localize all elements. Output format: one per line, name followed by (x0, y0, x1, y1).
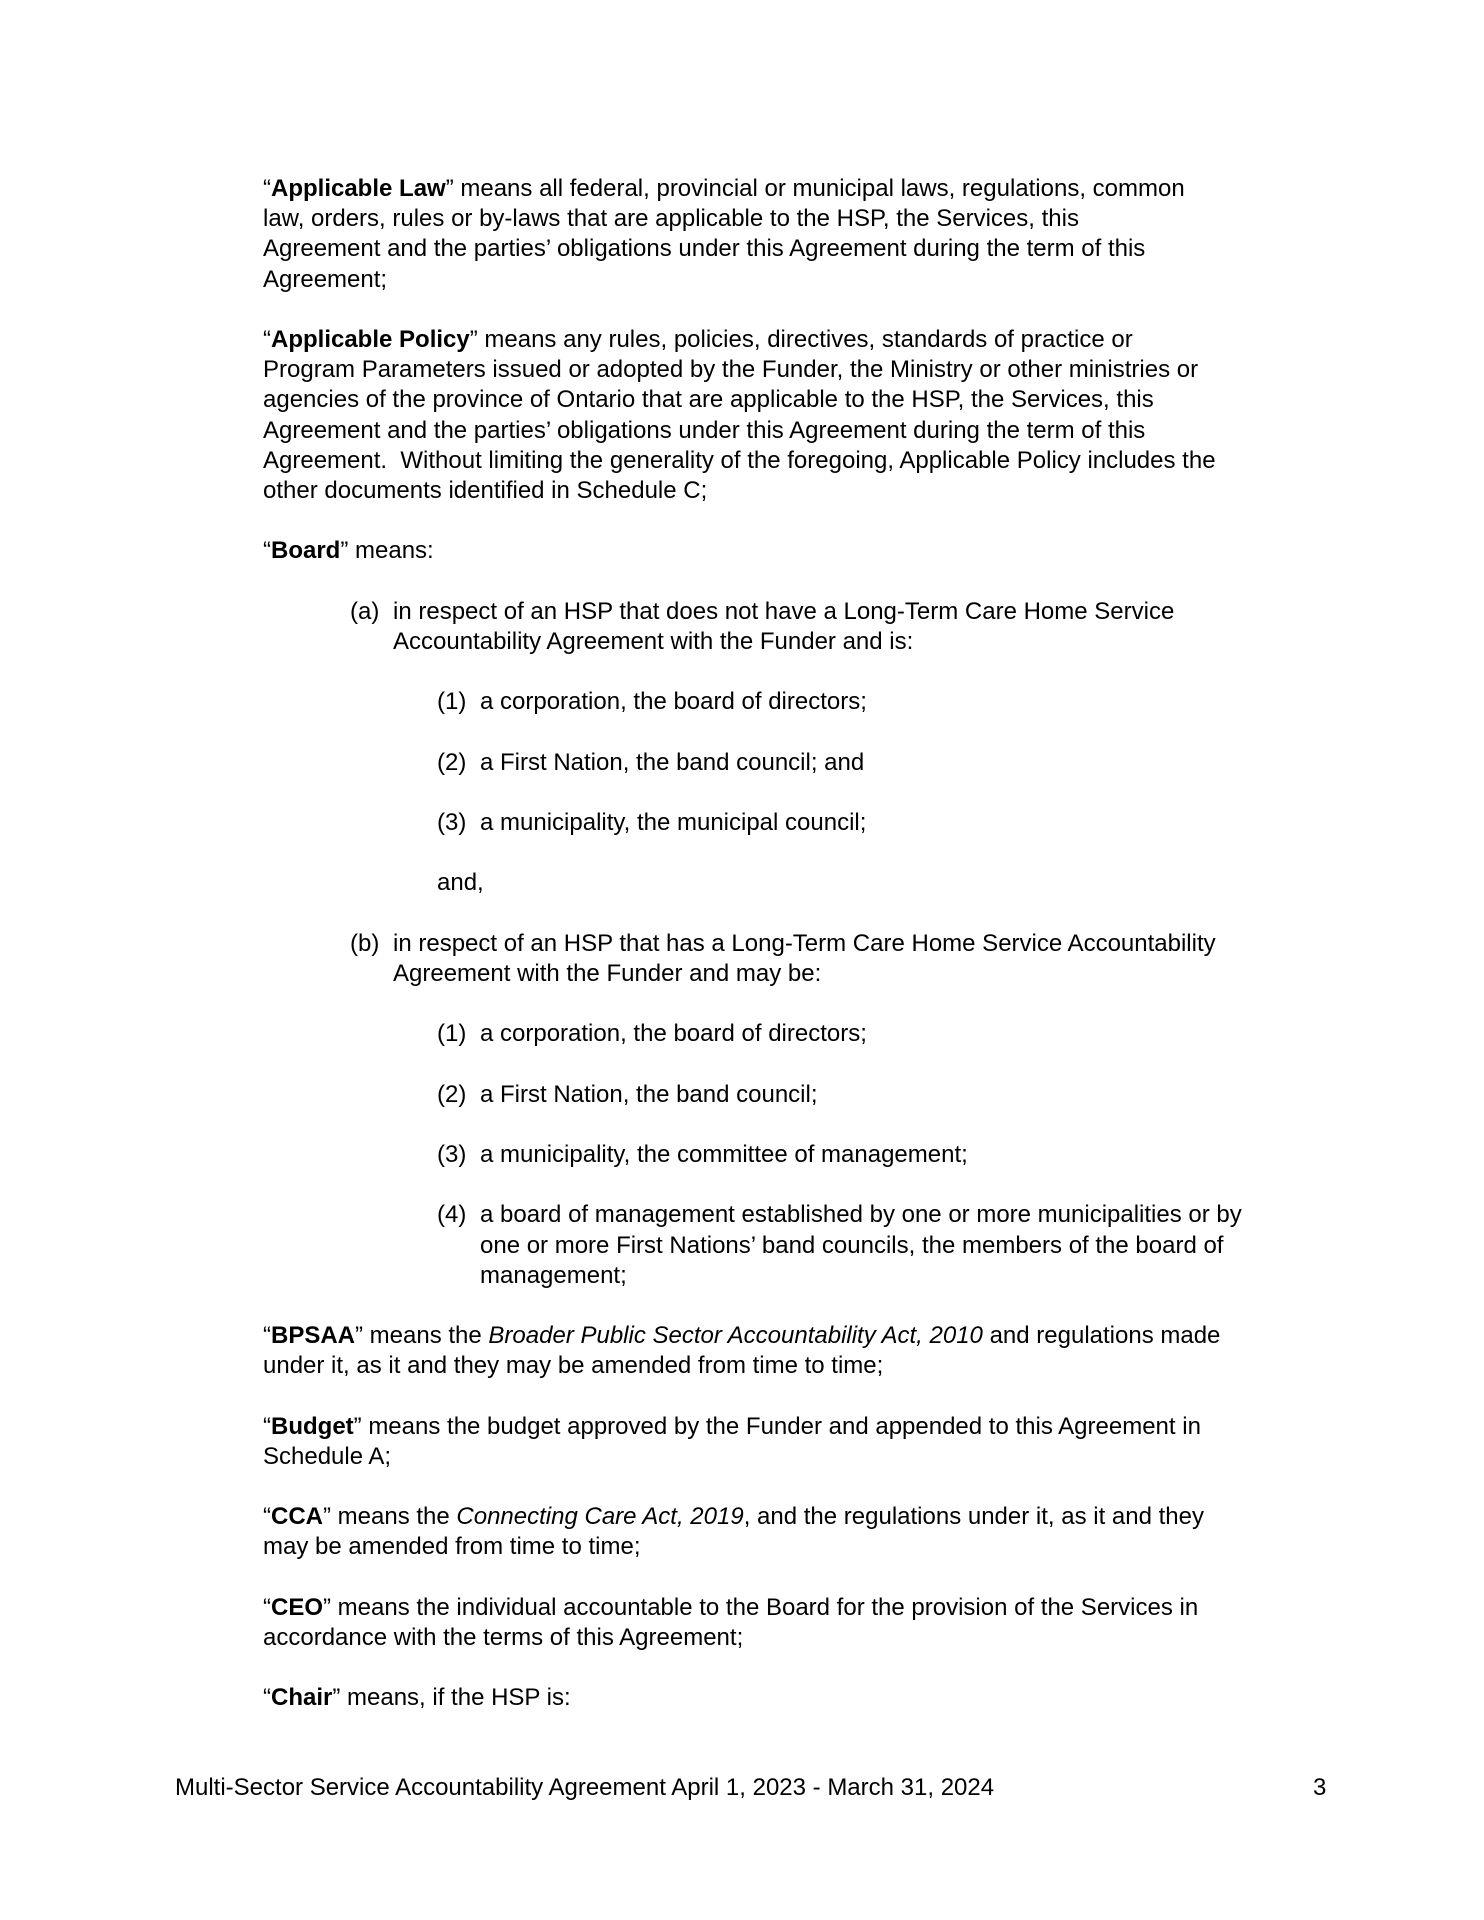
text-run: “ (263, 325, 271, 353)
defined-term: Budget (271, 1412, 354, 1440)
text-line (480, 748, 1363, 778)
board-clause-a-2 (263, 748, 1363, 778)
item-label: (4) (437, 1201, 467, 1229)
defined-term: BPSAA (271, 1322, 356, 1350)
text-line (480, 1080, 1363, 1110)
board-connector-and (263, 868, 1363, 898)
text-line (480, 1231, 1363, 1261)
board-clause-a-3 (263, 808, 1363, 838)
text-run: a corporation, the board of directors; (480, 688, 867, 716)
text-run: a board of management established by one or more municipalities or by (480, 1201, 1242, 1229)
text-line (480, 1200, 1363, 1230)
item-label: (2) (437, 748, 467, 776)
text-run: “ (263, 1412, 271, 1440)
item-label: (1) (437, 688, 467, 716)
text-run: ” means: (340, 537, 434, 565)
text-line (263, 1442, 1363, 1472)
text-run: a corporation, the board of directors; (480, 1020, 867, 1048)
defined-term: Board (271, 537, 341, 565)
defined-term: Applicable Policy (271, 325, 470, 353)
text-run: “ (263, 1684, 271, 1712)
page-number: 3 (1313, 1774, 1327, 1801)
text-run: ” means the budget approved by the Funder and appended to this Agreement in (353, 1412, 1201, 1440)
item-label: (b) (350, 929, 380, 957)
text-run: Agreement. Without limiting the generality of the foregoing, Applicable Policy includes the (263, 446, 1216, 474)
text-run: “ (263, 1593, 271, 1621)
text-run: management; (480, 1261, 627, 1289)
text-line (480, 1140, 1363, 1170)
text-line (263, 1532, 1363, 1562)
text-line (480, 687, 1363, 717)
text-line (393, 597, 1363, 627)
text-line (263, 476, 1363, 506)
text-run: agencies of the province of Ontario that are applicable to the HSP, the Services, this (263, 386, 1154, 414)
text-run: ” means the (355, 1322, 489, 1350)
defined-term: CCA (271, 1503, 323, 1531)
board-clause-b-1 (263, 1019, 1363, 1049)
text-line (480, 1261, 1363, 1291)
text-run: and, (437, 869, 484, 897)
text-line (393, 929, 1363, 959)
defined-term: CEO (271, 1593, 324, 1621)
text-run: “ (263, 175, 271, 202)
statute-title: Broader Public Sector Accountability Act, 2010 (488, 1322, 983, 1350)
text-line (393, 959, 1363, 989)
text-run: a municipality, the municipal council; (480, 808, 867, 836)
text-run: ” means the (323, 1503, 457, 1531)
text-line (263, 446, 1363, 476)
text-run: Agreement and the parties’ obligations under this Agreement during the term of this (263, 235, 1146, 263)
defined-term: Chair (271, 1684, 333, 1712)
text-run: law, orders, rules or by-laws that are applicable to the HSP, the Services, this (263, 205, 1079, 233)
text-line (263, 1623, 1363, 1653)
text-run: “ (263, 1503, 271, 1531)
definition-cca (263, 1502, 1363, 1562)
text-line (263, 174, 1363, 204)
text-line (263, 536, 1363, 566)
text-run: ” means any rules, policies, directives, standards of practice or (469, 325, 1133, 353)
board-clause-a-1 (263, 687, 1363, 717)
footer-title: Multi-Sector Service Accountability Agreement April 1, 2023 - March 31, 2024 (175, 1774, 995, 1801)
definition-applicable-policy (263, 325, 1363, 506)
text-run: Agreement and the parties’ obligations under this Agreement during the term of this (263, 416, 1146, 444)
definition-board (263, 536, 1363, 566)
text-run: ” means, if the HSP is: (332, 1684, 571, 1712)
text-run: “ (263, 537, 271, 565)
text-line (263, 1321, 1363, 1351)
text-line (263, 265, 1363, 295)
text-run: and regulations made (982, 1322, 1221, 1350)
text-line (263, 1683, 1363, 1713)
text-run: in respect of an HSP that has a Long-Term Care Home Service Accountability (393, 929, 1216, 957)
text-run: Accountability Agreement with the Funder and is: (393, 627, 914, 655)
text-run: ” means all federal, provincial or municipal laws, regulations, common (445, 175, 1185, 202)
statute-title: Connecting Care Act, 2019 (456, 1503, 744, 1531)
text-line (263, 416, 1363, 446)
board-clause-b-4 (263, 1200, 1363, 1291)
board-clause-a (263, 597, 1363, 657)
definition-ceo (263, 1593, 1363, 1653)
text-run: Agreement; (263, 265, 388, 293)
item-label: (3) (437, 1141, 467, 1168)
text-run: accordance with the terms of this Agreement; (263, 1624, 744, 1651)
text-run: , and the regulations under it, as it and they (743, 1503, 1205, 1531)
text-line (263, 385, 1363, 415)
board-clause-b-2 (263, 1080, 1363, 1110)
text-run: Program Parameters issued or adopted by the Funder, the Ministry or other ministries or (263, 356, 1199, 384)
text-run: may be amended from time to time; (263, 1533, 641, 1561)
text-line (263, 355, 1363, 385)
text-line (263, 234, 1363, 264)
text-line (393, 627, 1363, 657)
text-line (480, 808, 1363, 838)
text-line (263, 204, 1363, 234)
text-run: in respect of an HSP that does not have a Long-Term Care Home Service (393, 597, 1175, 625)
text-run: a municipality, the committee of management; (480, 1141, 968, 1168)
text-run: ” means the individual accountable to the Board for the provision of the Services in (323, 1593, 1199, 1621)
item-label: (1) (437, 1020, 467, 1048)
item-label: (a) (350, 597, 380, 625)
text-line (263, 1593, 1363, 1623)
document-body (263, 174, 1363, 1744)
text-run: Schedule A; (263, 1442, 392, 1470)
defined-term: Applicable Law (271, 175, 446, 202)
board-clause-b (263, 929, 1363, 989)
text-line (263, 1351, 1363, 1381)
text-run: one or more First Nations’ band councils, the members of the board of (480, 1231, 1224, 1259)
definition-applicable-law (263, 174, 1363, 295)
text-run: a First Nation, the band council; (480, 1080, 818, 1108)
item-label: (3) (437, 808, 467, 836)
text-run: under it, as it and they may be amended from time to time; (263, 1352, 884, 1380)
text-line (437, 868, 1363, 898)
text-line (263, 325, 1363, 355)
board-clause-b-3 (263, 1140, 1363, 1170)
text-line (263, 1502, 1363, 1532)
definition-chair (263, 1683, 1363, 1713)
item-label: (2) (437, 1080, 467, 1108)
text-line (263, 1412, 1363, 1442)
text-line (480, 1019, 1363, 1049)
definition-bpsaa (263, 1321, 1363, 1381)
text-run: Agreement with the Funder and may be: (393, 959, 822, 987)
text-run: “ (263, 1322, 271, 1350)
text-run: other documents identified in Schedule C; (263, 476, 708, 504)
definition-budget (263, 1412, 1363, 1472)
text-run: a First Nation, the band council; and (480, 748, 865, 776)
